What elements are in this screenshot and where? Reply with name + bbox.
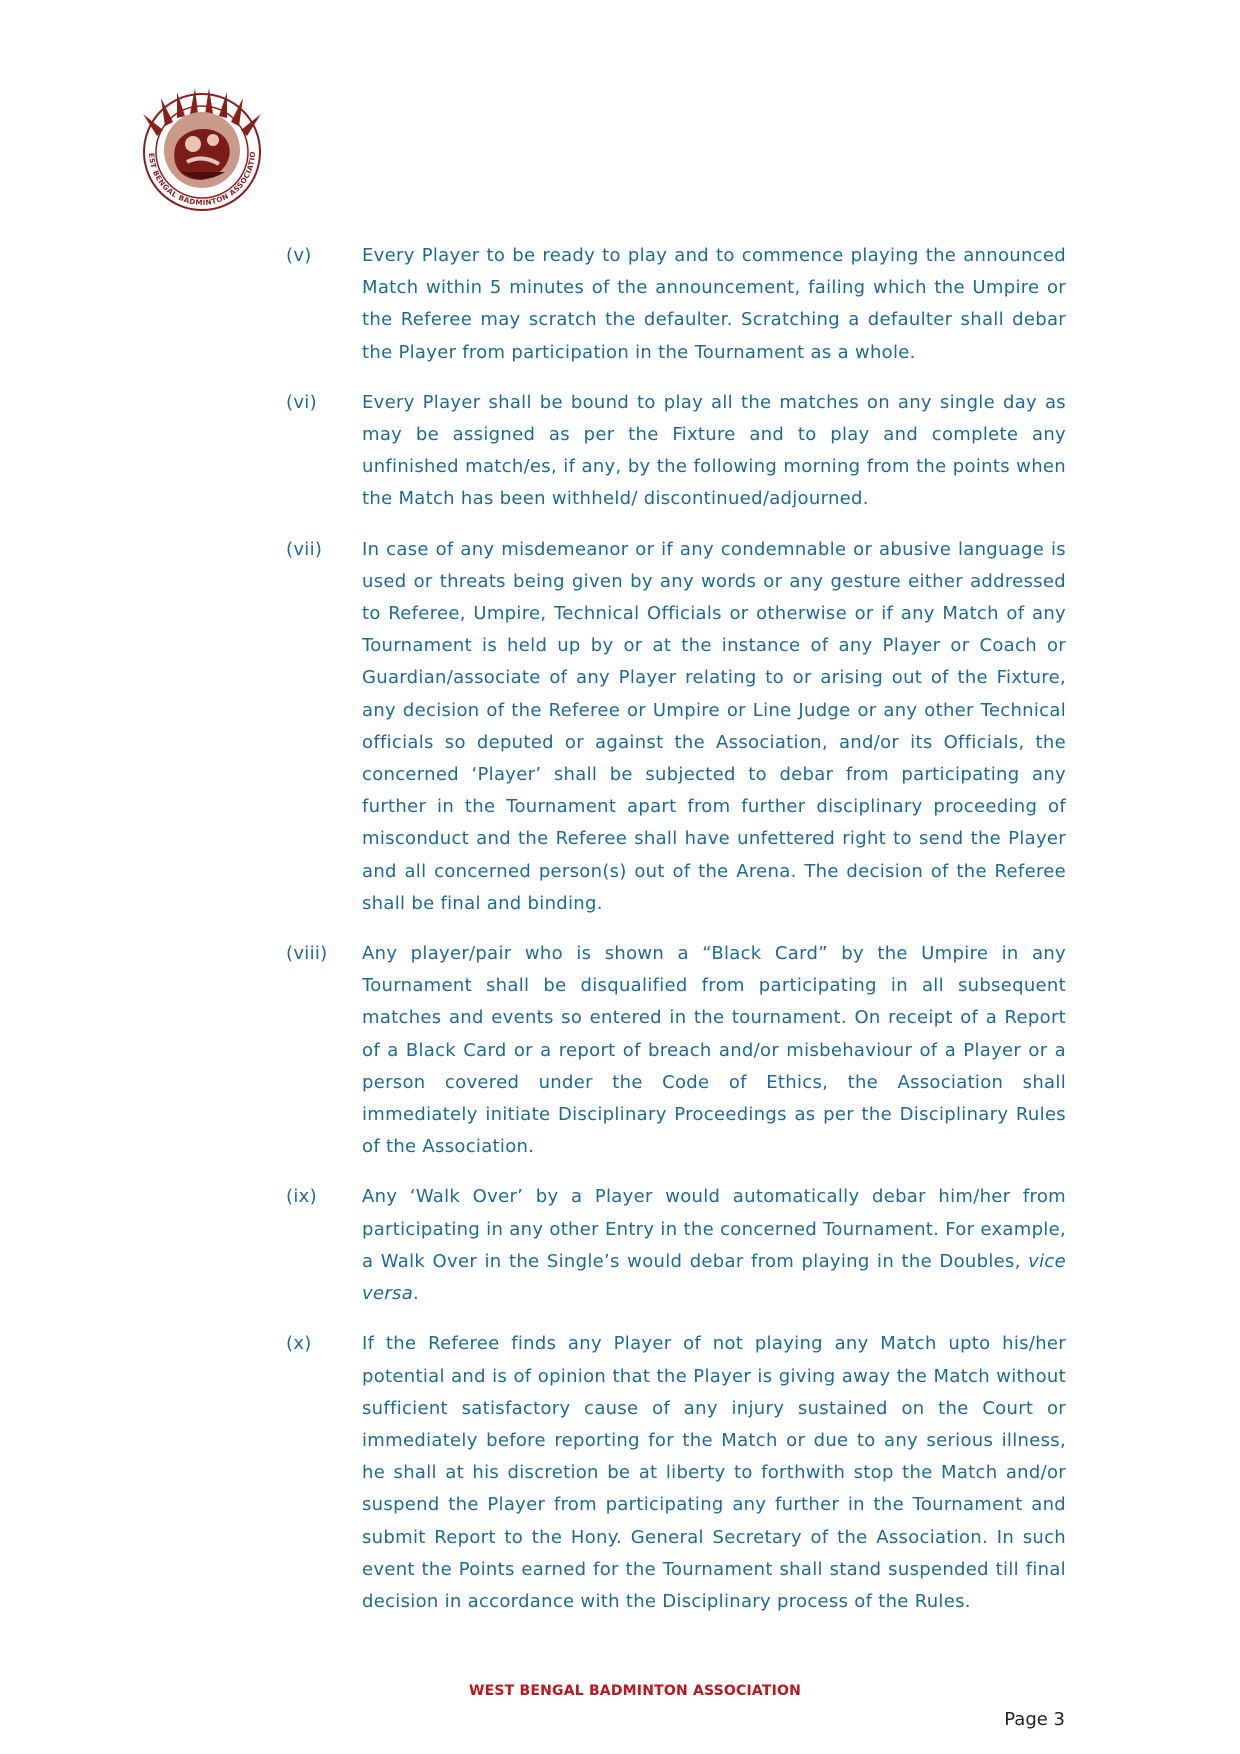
clause-item (286, 938, 1066, 1163)
clause-number: (v) (286, 245, 312, 266)
clause-text: Every Player to be ready to play and to commence playing the announced Match within 5 minutes of the announcement, failing which the Umpire or the Referee may scratch the defaulter. Scratching a defaulter shall debar the Player from participation in the Tournament as a whole. (362, 245, 1066, 363)
logo-emblem-icon (135, 88, 269, 212)
clause-number: (vi) (286, 391, 317, 413)
clause-text: Every Player shall be bound to play all the matches on any single day as may be assigned as per the Fixture and to play and complete any unfinished match/es, if any, by the following morning from the points when the Match has been withheld/ discontinued/adjourned. (362, 391, 1066, 510)
clause-text (362, 1181, 1066, 1310)
clause-number: (vii) (286, 538, 323, 560)
footer-organization: WEST BENGAL BADMINTON ASSOCIATION (468, 1683, 802, 1699)
clause-text-main: Any ‘Walk Over’ by a Player would automatically debar him/her from participating in any other Entry in the concerned Tournament. For example, a Walk Over in the Single’s would debar from playing in the Doubles, (362, 1186, 1066, 1272)
clause-item (286, 1181, 1066, 1310)
clause-text-italic: vice versa (362, 1250, 1066, 1305)
clause-item (286, 240, 1066, 369)
clause-text: If the Referee finds any Player of not playing any Match upto his/her potential and is of opinion that the Player is giving away the Match without sufficient satisfactory cause of any injury sustained on the Court or immediately before reporting for the Match or due to any serious illness, he shall at his discretion be at liberty to forthwith stop the Match and/or suspend the Player from participating any further in the Tournament and submit Report to the Hony. General Secretary of the Association. In such event the Points earned for the Tournament shall stand suspended till final decision in accordance with the Disciplinary process of the Rules. (362, 1333, 1066, 1612)
clause-text-end: . (413, 1283, 420, 1305)
clause-item (286, 534, 1066, 920)
association-logo (135, 88, 269, 212)
clause-number: (x) (286, 1333, 312, 1355)
logo-ring-text: EST BENGAL BADMINTON ASSOCIATIO (146, 150, 258, 208)
clause-text: Any player/pair who is shown a “Black Card” by the Umpire in any Tournament shall be disqualified from participating in all subsequent matches and events so entered in the tournament. On receipt of a Report of a Black Card or a report of breach and/or misbehaviour of a Player or a person covered under the Code of Ethics, the Association shall immediately initiate Disciplinary Proceedings as per the Disciplinary Rules of the Association. (362, 943, 1066, 1158)
clause-text: In case of any misdemeanor or if any condemnable or abusive language is used or threats being given by any words or any gesture either addressed to Referee, Umpire, Technical Officials or otherwise or if any Match of any Tournament is held up by or at the instance of any Player or Coach or Guardian/associate of any Player relating to or arising out of the Fixture, any decision of the Referee or Umpire or Line Judge or any other Technical officials so deputed or against the Association, and/or its Officials, the concerned ‘Player’ shall be subjected to debar from participating any further in the Tournament apart from further disciplinary proceeding of misconduct and the Referee shall have unfettered right to send the Player and all concerned person(s) out of the Arena. The decision of the Referee shall be final and binding. (362, 538, 1066, 914)
page-number: Page 3 (1004, 1709, 1065, 1730)
clause-list (286, 240, 1066, 1636)
clause-number: (ix) (286, 1186, 317, 1208)
clause-item (286, 387, 1066, 516)
clause-item (286, 1328, 1066, 1618)
clause-number: (viii) (286, 943, 328, 965)
